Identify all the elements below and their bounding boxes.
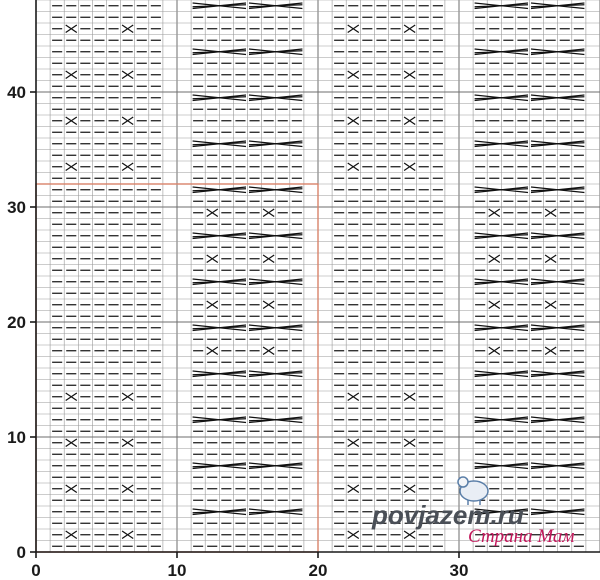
- cable-cross-symbol: [66, 117, 77, 125]
- cable-cross-symbol: [207, 255, 218, 263]
- cable-cross-symbol: [263, 301, 274, 309]
- cable-cross-symbol: [66, 485, 77, 493]
- watermark-site: povjazem.ru: [372, 500, 524, 530]
- cable-cross-symbol: [404, 25, 415, 33]
- cable-cross-symbol: [263, 255, 274, 263]
- cable-cross-symbol: [545, 301, 556, 309]
- y-tick-label: 30: [7, 198, 26, 217]
- cable-cross-symbol: [404, 117, 415, 125]
- cable-cross-symbol: [348, 25, 359, 33]
- cable-cross-symbol: [122, 439, 133, 447]
- y-tick-label: 20: [7, 313, 26, 332]
- cable-cross-symbol: [489, 301, 500, 309]
- cable-cross-symbol: [66, 25, 77, 33]
- cable-cross-symbol: [545, 255, 556, 263]
- cable-cross-symbol: [122, 71, 133, 79]
- y-tick-label: 10: [7, 428, 26, 447]
- cable-cross-symbol: [66, 531, 77, 539]
- cable-cross-symbol: [263, 209, 274, 217]
- cable-cross-symbol: [348, 393, 359, 401]
- cable-cross-symbol: [66, 71, 77, 79]
- cable-cross-symbol: [348, 531, 359, 539]
- y-tick-label: 0: [16, 543, 26, 562]
- cable-cross-symbol: [348, 117, 359, 125]
- watermark-brand: Страна Мам: [468, 526, 575, 547]
- cable-cross-symbol: [122, 393, 133, 401]
- cable-cross-symbol: [122, 25, 133, 33]
- cable-cross-symbol: [207, 301, 218, 309]
- cable-cross-symbol: [348, 439, 359, 447]
- cable-cross-symbol: [66, 393, 77, 401]
- chart-axes: [7, 0, 600, 580]
- cable-cross-symbol: [545, 209, 556, 217]
- cable-cross-symbol: [207, 347, 218, 355]
- cable-cross-symbol: [489, 209, 500, 217]
- cable-cross-symbol: [66, 163, 77, 171]
- cable-cross-symbol: [404, 531, 415, 539]
- cable-cross-symbol: [348, 163, 359, 171]
- x-tick-label: 20: [308, 561, 328, 580]
- cable-cross-symbol: [122, 163, 133, 171]
- cable-cross-symbol: [404, 485, 415, 493]
- cable-cross-symbol: [404, 163, 415, 171]
- cable-cross-symbol: [122, 485, 133, 493]
- cable-cross-symbol: [489, 255, 500, 263]
- y-tick-label: 40: [7, 83, 26, 102]
- cable-cross-symbol: [545, 347, 556, 355]
- cable-cross-symbol: [489, 347, 500, 355]
- cable-cross-symbol: [404, 393, 415, 401]
- cable-cross-symbol: [348, 71, 359, 79]
- x-tick-label: 30: [449, 561, 469, 580]
- cable-cross-symbol: [263, 347, 274, 355]
- cable-cross-symbol: [122, 531, 133, 539]
- cable-cross-symbol: [207, 209, 218, 217]
- cable-cross-symbol: [404, 71, 415, 79]
- cable-cross-symbol: [66, 439, 77, 447]
- cable-cross-symbol: [348, 485, 359, 493]
- x-tick-label: 10: [167, 561, 187, 580]
- x-tick-label: 0: [31, 561, 41, 580]
- cable-cross-symbol: [122, 117, 133, 125]
- cable-cross-symbol: [404, 439, 415, 447]
